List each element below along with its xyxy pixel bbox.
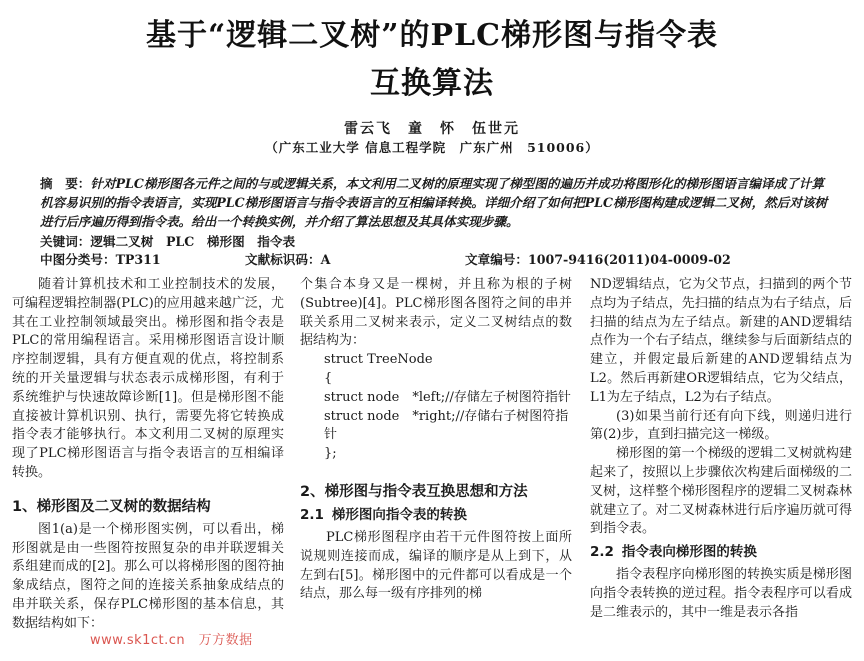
affiliation: （广东工业大学 信息工程学院 广东广州 510006） [265,140,599,155]
code-line: { [324,370,333,386]
column-1 [12,276,284,634]
abstract-text: 针对PLC梯形图各元件之间的与或逻辑关系，本文利用二叉树的原理实现了梯型图的遍历并成功将图形化的梯形图语言编译成了计算机容易识别的指令表语言，实现PLC梯形图语言与指令表语言的互相编译转换。详细介绍了如何把PLC梯形图构建成逻辑二叉树，然后对该树进行后序遍历得到指令表。给出一个转换实例，并介绍了算法思想及其具体实现步骤。 [40,176,828,229]
clc-value: TP311 [115,252,161,267]
code-line: struct TreeNode [324,352,433,368]
col3-paragraph-and-node: ND逻辑结点，它为父节点，扫描到的两个节点均为子结点，先扫描的结点为右子结点，后扫描的结点为左子结点。新建的AND逻辑结点作为一个右子结点，继续参与后面新结点的建立，并假定最后新建的AND逻辑结点为L2。然后再新建OR逻辑结点，它为父结点，L1为左子结点，L2为右子结点。 [590,277,852,405]
paper-title-line2: 互换算法 [370,66,494,101]
paper-title-line1: 基于“逻辑二叉树”的PLC梯形图与指令表 [145,18,719,53]
col3-paragraph-forest: 梯形图的第一个梯级的逻辑二叉树就构建起来了，按照以上步骤依次构建后面梯级的二叉树，这样整个梯形图程序的逻辑二叉树森林就建立了。对二叉树森林进行后序遍历就可得到指令表。 [590,446,852,537]
doc-code [245,250,330,269]
subsection-heading-2-2 [590,543,852,562]
watermark: www.sk1ct.cn 万方数据 [90,633,253,648]
code-line: struct node *right;//存储右子树图符指针 [324,408,569,443]
keywords [40,232,830,251]
col3-paragraph-reverse: 指令表程序向梯形图的转换实质是梯形图向指令表转换的逆过程。指令表程序可以看成是二维表示的，其中一维是表示各指 [590,567,852,620]
doc-code-value: A [320,252,331,267]
keywords-label: 关键词： [40,234,91,249]
col2-paragraph-tree: 个集合本身又是一棵树，并且称为根的子树(Subtree)[4]。PLC梯形图各图符之间的串并联关系用二叉树来表示，定义二叉树结点的数据结构为： [300,277,572,349]
column-2 [300,276,572,604]
article-number-label: 文章编号： [465,252,528,267]
subsection-heading-2-1 [300,506,572,525]
keywords-text: 逻辑二叉树 PLC 梯形图 指令表 [90,234,296,249]
col3-paragraph-recursion: (3)如果当前行还有向下线，则递归进行第(2)步，直到扫描完这一梯级。 [590,408,852,443]
abstract [40,174,830,231]
subsection-number: 2.2 [590,544,614,561]
col2-paragraph-conversion: PLC梯形图程序由若干元件图符按上面所说规则连接而成，编译的顺序是从上到下，从左到右[5]。梯形图中的元件都可以看成是一个结点，那么每一级有序排列的梯 [300,529,572,602]
col1-paragraph-intro: 随着计算机技术和工业控制技术的发展，可编程逻辑控制器(PLC)的应用越来越广泛，尤其在工业控制领域最突出。梯形图和指令表是PLC的常用编程语言。采用梯形图语言设计顺序控制逻辑，具有方便直观的优点，将控制系统的开关量逻辑与状态表示成梯形图，有利于系统维护与快速故障诊断[1]。但是梯形图不能直接被计算机识别、执行，需要先将它转换成指令表才能够执行。本文利用二叉树的原理实现了PLC梯形图语言与指令表语言的互相编译转换。 [12,277,284,480]
article-number [465,250,731,269]
abstract-label: 摘 要： [40,176,91,191]
section-heading-1: 1、梯形图及二叉树的数据结构 [12,498,211,515]
subsection-title: 梯形图向指令表的转换 [331,506,467,523]
authors: 雷云飞 童 怀 伍世元 [344,121,520,137]
col1-paragraph-structure: 图1(a)是一个梯形图实例，可以看出，梯形图就是由一些图符按照复杂的串并联逻辑关系组建而成的[2]。那么可以将梯形图的图符抽象成结点，图符之间的连接关系抽象成结点的串并联关系，保存PLC梯形图的基本信息，其数据结构如下： [12,521,284,631]
subsection-number: 2.1 [300,506,324,523]
subsection-title: 指令表向梯形图的转换 [621,544,757,561]
clc-number [40,250,161,269]
code-line: struct node *left;//存储左子树图符指针 [324,389,571,405]
clc-label: 中图分类号： [40,252,116,267]
code-line: }; [324,446,337,462]
doc-code-label: 文献标识码： [245,252,321,267]
column-3 [590,276,852,623]
section-heading-2: 2、梯形图与指令表互换思想和方法 [300,483,528,500]
article-number-value: 1007-9416(2011)04-0009-02 [527,252,731,267]
